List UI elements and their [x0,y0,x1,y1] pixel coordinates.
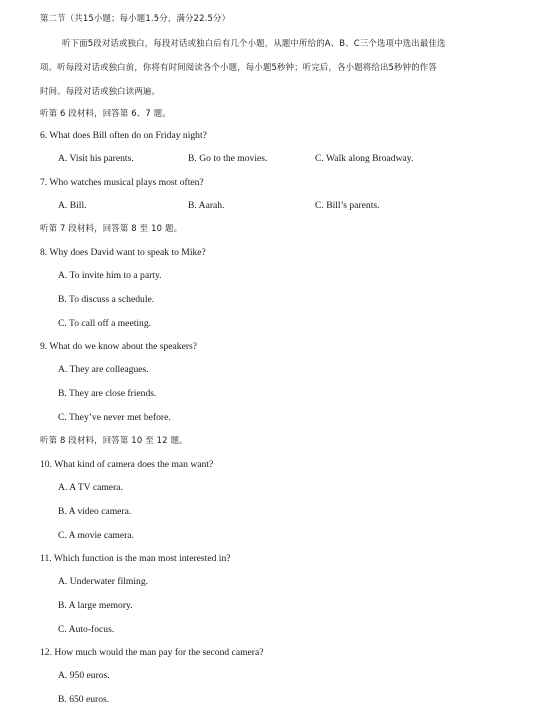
instructions-line-1: 听下面5段对话或独白，每段对话或独白后有几个小题，从题中所给的A、B、C三个选项中选出最佳选 [62,38,446,48]
group-intro-8: 听第 8 段材料，回答第 10 至 12 题。 [40,435,188,445]
question-10-stem: 10. What kind of camera does the man want? [40,459,214,470]
question-10-option-b: B. A video camera. [58,506,132,517]
question-9-stem: 9. What do we know about the speakers? [40,341,198,352]
question-9-option-c: C. They’ve never met before. [58,412,171,423]
section-header: 第二节（共15小题；每小题1.5分，满分22.5分） [40,13,231,23]
question-11-option-a: A. Underwater filming. [58,576,149,587]
question-11-option-b: B. A large memory. [58,600,133,611]
question-7-option-c: C. Bill’s parents. [315,200,380,211]
question-6-option-c: C. Walk along Broadway. [315,153,414,164]
question-12-option-b: B. 650 euros. [58,694,110,705]
question-6-stem: 6. What does Bill often do on Friday night? [40,130,207,141]
question-6-option-a: A. Visit his parents. [58,153,134,164]
question-10-option-a: A. A TV camera. [58,482,123,493]
question-8-option-a: A. To invite him to a party. [58,270,162,281]
question-8-option-c: C. To call off a meeting. [58,318,152,329]
question-8-option-b: B. To discuss a schedule. [58,294,155,305]
question-9-option-b: B. They are close friends. [58,388,157,399]
question-7-option-b: B. Aarah. [188,200,225,211]
question-7-stem: 7. Who watches musical plays most often? [40,177,204,188]
question-12-stem: 12. How much would the man pay for the second camera? [40,647,264,658]
question-11-stem: 11. Which function is the man most interested in? [40,553,231,564]
question-10-option-c: C. A movie camera. [58,530,134,541]
instructions-line-3: 时间。每段对话或独白读两遍。 [40,86,161,96]
question-9-option-a: A. They are colleagues. [58,364,149,375]
group-intro-6: 听第 6 段材料，回答第 6、7 题。 [40,108,171,118]
instructions-line-2: 项。听每段对话或独白前，你将有时间阅读各个小题，每小题5秒钟；听完后，各小题将给出5秒钟的作答 [40,62,437,72]
question-11-option-c: C. Auto-focus. [58,624,115,635]
question-8-stem: 8. Why does David want to speak to Mike? [40,247,206,258]
question-7-option-a: A. Bill. [58,200,87,211]
question-12-option-a: A. 950 euros. [58,670,110,681]
group-intro-7: 听第 7 段材料，回答第 8 至 10 题。 [40,223,183,233]
question-6-option-b: B. Go to the movies. [188,153,268,164]
